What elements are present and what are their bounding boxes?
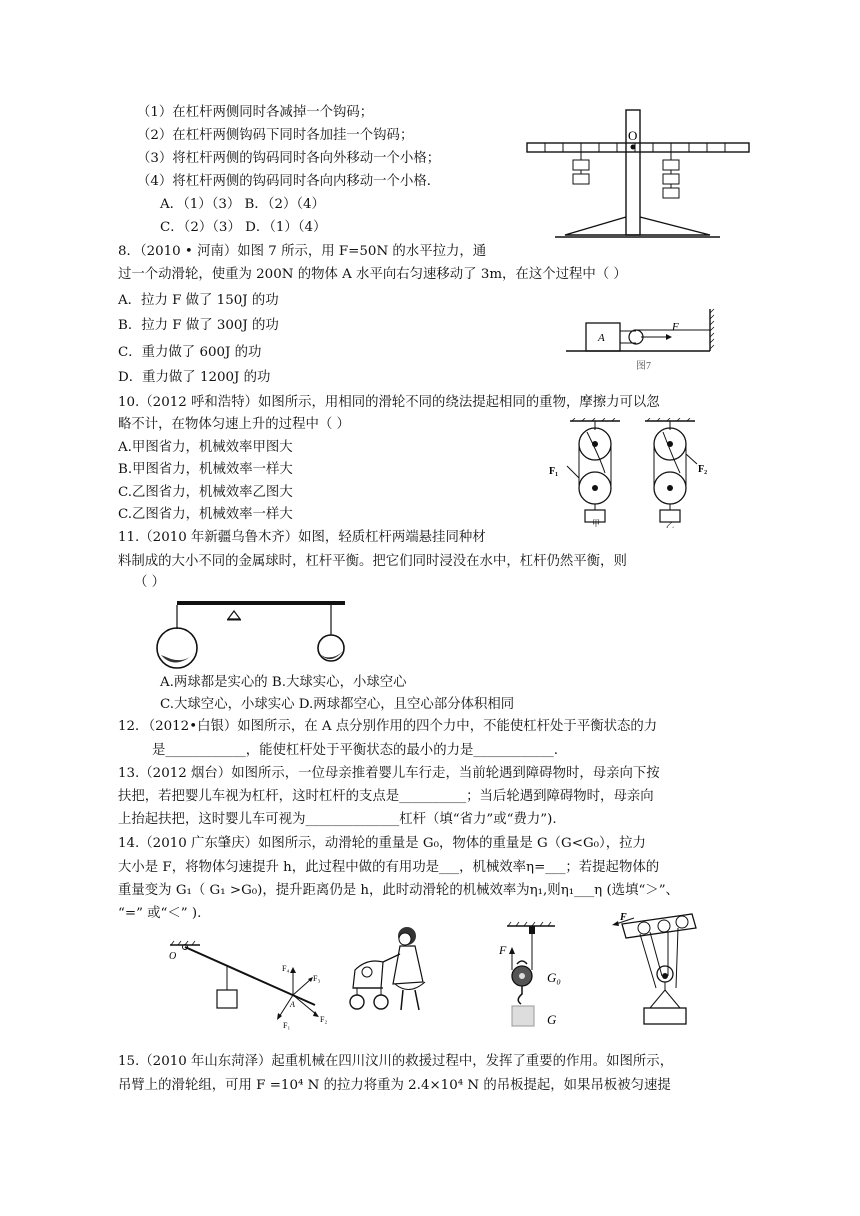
q7-option-3: （3）将杠杆两侧的钩码同时各向外移动一个小格； — [137, 151, 441, 166]
point-a-label: A — [290, 1000, 295, 1009]
q10-choice-a: A.甲图省力，机械效率甲图大 — [118, 440, 293, 455]
q7-option-1: （1）在杠杆两侧同时各减掉一个钩码； — [137, 105, 374, 120]
lever-balance-figure — [515, 105, 755, 245]
balls-lever-figure — [155, 593, 360, 673]
q14-stem-line3: 重量变为 G₁（ G₁ >G₀)，提升距离仍是 h，此时动滑轮的机械效率为η₁,则η₁___η (选填“＞”、 — [118, 883, 679, 898]
label-jia: 甲 — [592, 519, 600, 528]
q7-option-2: （2）在杠杆两侧钩码下同时各加挂一个钩码； — [137, 128, 414, 143]
q11-stem-line3: （ ） — [134, 575, 166, 590]
q10-choice-d: C.乙图省力，机械效率一样大 — [118, 507, 293, 522]
pivot-o-label: O — [169, 951, 177, 962]
crane-pulley-figure — [612, 910, 702, 1035]
force-f3-label: F₃ — [313, 974, 321, 983]
q8-choice-b: B．拉力 F 做了 300J 的功 — [118, 318, 279, 333]
pulley-systems-figure — [545, 418, 720, 528]
q11-stem-line2: 料制成的大小不同的金属球时，杠杆平衡。把它们同时浸没在水中，杠杆仍然平衡，则 — [118, 554, 627, 569]
q14-stem-line1: 14.（2010 广东肇庆）如图所示，动滑轮的重量是 G₀，物体的重量是 G（G<G₀），拉力 — [118, 836, 646, 851]
q8-choice-c: C．重力做了 600J 的功 — [118, 345, 262, 360]
q15-stem-line2: 吊臂上的滑轮组，可用 F =10⁴ N 的拉力将重为 2.4×10⁴ N 的吊板提起，如果吊板被匀速提 — [118, 1078, 671, 1093]
lever-forces-figure — [165, 935, 340, 1030]
q12-stem-line2: 是____________，能使杠杆处于平衡状态的最小的力是____________. — [152, 743, 558, 758]
force-f-pulley-label: F — [499, 943, 507, 957]
q11-stem-line1: 11.（2010 年新疆乌鲁木齐）如图，轻质杠杆两端悬挂同种材 — [118, 530, 486, 545]
force-f4-label: F₄ — [282, 964, 290, 973]
label-yi: 乙 — [666, 521, 674, 528]
q7-choices-cd: C．（2）（3） D．（1）（4） — [160, 220, 327, 235]
q8-stem-line2: 过一个动滑轮，使重为 200N 的物体 A 水平向右匀速移动了 3m，在这个过程中（ ） — [118, 267, 627, 282]
force-f1-label: F₁ — [549, 466, 559, 477]
q11-choices-cd: C.大球空心，小球实心 D.两球都空心，且空心部分体积相同 — [160, 697, 515, 712]
q14-stem-line2: 大小是 F，将物体匀速提升 h，此过程中做的有用功是___，机械效率η=___；若提起物体的 — [118, 860, 660, 875]
pulley-figure-7 — [566, 305, 716, 373]
mother-stroller-figure — [345, 922, 440, 1017]
q11-choices-ab: A.两球都是实心的 B.大球实心，小球空心 — [160, 675, 407, 690]
q8-choice-a: A．拉力 F 做了 150J 的功 — [118, 293, 279, 308]
q10-stem-line1: 10.（2012 呼和浩特）如图所示，用相同的滑轮不同的绕法提起相同的重物，摩擦力可以忽 — [118, 395, 660, 410]
g0-label: G₀ — [547, 970, 561, 985]
pivot-label: O — [628, 128, 638, 143]
q10-choice-c: C.乙图省力，机械效率乙图大 — [118, 485, 293, 500]
q14-stem-line4: “=” 或“＜” ). — [118, 906, 202, 921]
figure-7-caption: 图7 — [636, 361, 651, 372]
q13-stem-line2: 扶把，若把婴儿车视为杠杆，这时杠杆的支点是__________；当后轮遇到障碍物时，母亲向 — [118, 789, 654, 804]
movable-pulley-figure — [495, 920, 575, 1035]
q15-stem-line1: 15.（2010 年山东菏泽）起重机械在四川汶川的救援过程中，发挥了重要的作用。如图所示， — [118, 1054, 674, 1069]
q10-choice-b: B.甲图省力，机械效率一样大 — [118, 462, 293, 477]
force-f2-label: F₂ — [698, 464, 708, 475]
q7-choices-ab: A．（1）（3） B．（2）（4） — [160, 197, 325, 212]
q12-stem-line1: 12．（2012•白银）如图所示，在 A 点分别作用的四个力中，不能使杠杆处于平衡状态的力 — [118, 719, 658, 734]
g-label: G — [547, 1012, 557, 1027]
q7-option-4: （4）将杠杆两侧的钩码同时各向内移动一个小格． — [137, 174, 441, 189]
q13-stem-line1: 13.（2012 烟台）如图所示，一位母亲推着婴儿车行走，当前轮遇到障碍物时，母亲向下按 — [118, 766, 660, 781]
force-f-crane-label: F — [620, 912, 627, 923]
q10-stem-line2: 略不计，在物体匀速上升的过程中（ ） — [118, 417, 350, 432]
q13-stem-line3: 上抬起扶把，这时婴儿车可视为______________杠杆（填“省力”或“费力”). — [118, 812, 557, 827]
q8-stem-line1: 8．（2010 • 河南）如图 7 所示，用 F=50N 的水平拉力，通 — [118, 244, 487, 259]
force-f1-lever-label: F₁ — [283, 1021, 291, 1030]
force-f-label: F — [672, 321, 679, 333]
force-f2-lever-label: F₂ — [320, 1015, 328, 1024]
block-a-label: A — [598, 332, 605, 344]
q8-choice-d: D．重力做了 1200J 的功 — [118, 370, 271, 385]
